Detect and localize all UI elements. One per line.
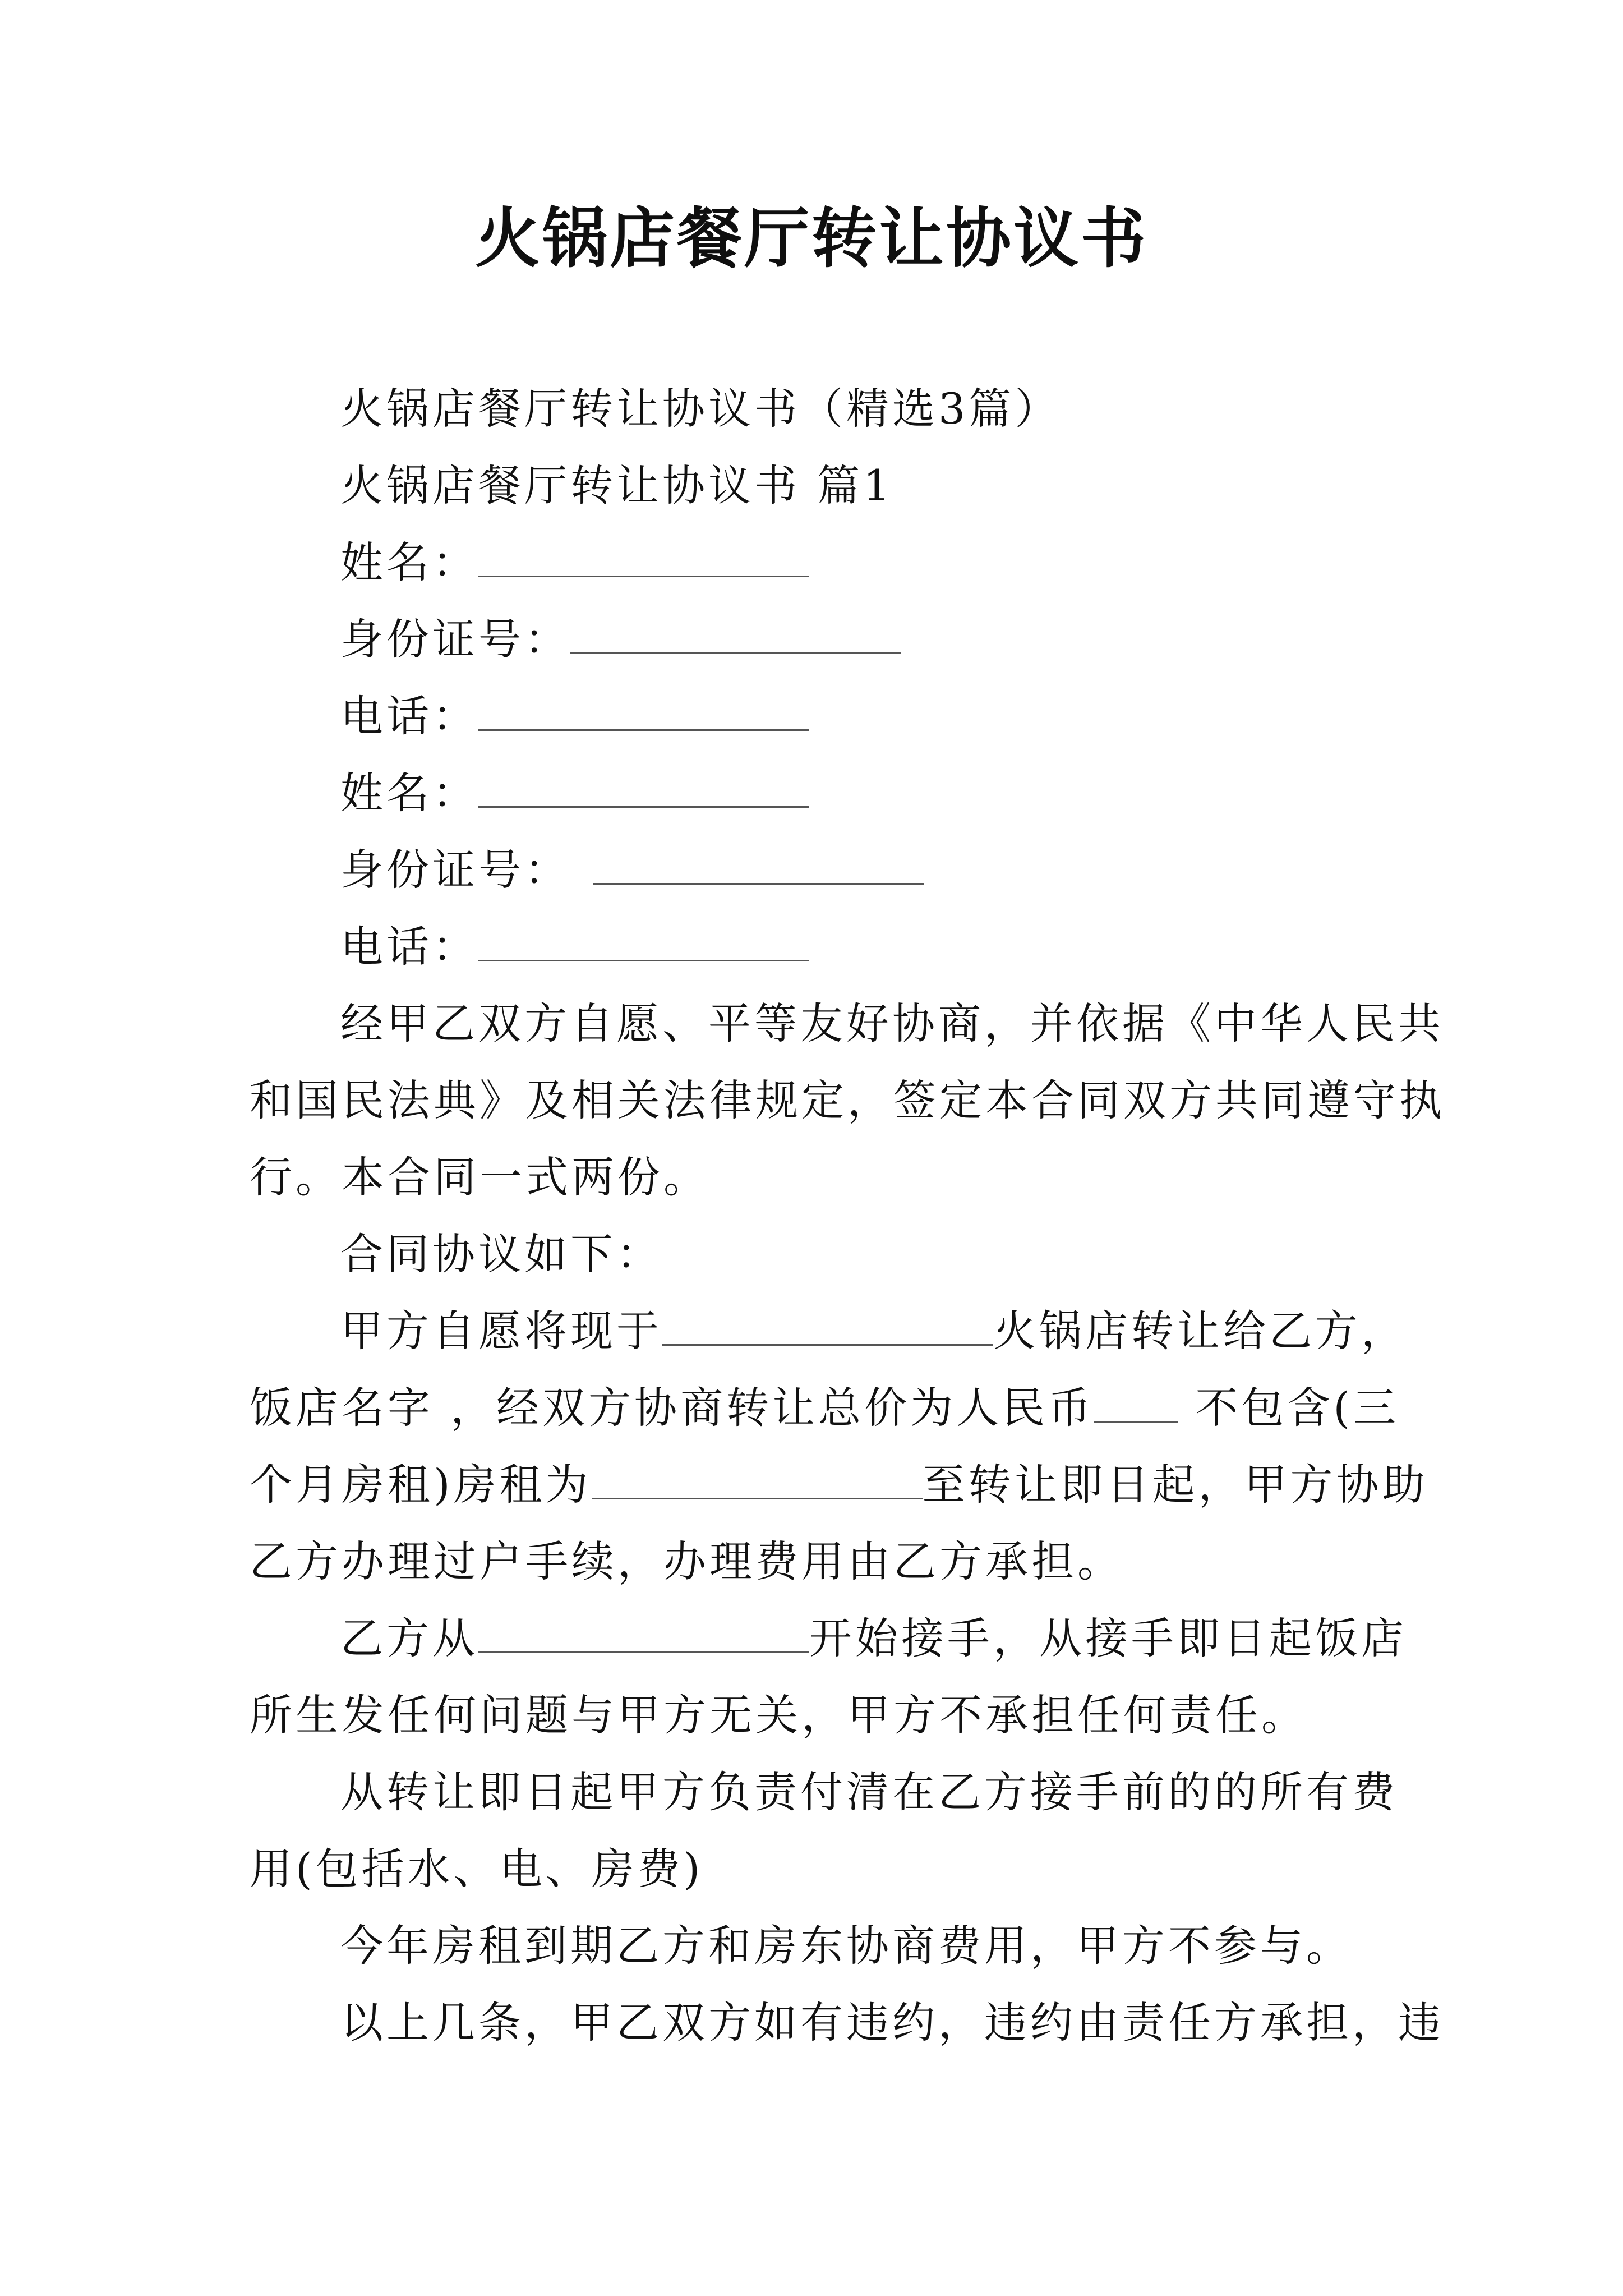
intro-line-1: 经甲乙双方自愿、平等友好协商，并依据《中华人民共 xyxy=(340,999,1444,1048)
party-b-phone-blank[interactable] xyxy=(478,925,809,961)
agreement-heading: 合同协议如下： xyxy=(340,1229,662,1279)
party-a-name-blank[interactable] xyxy=(478,541,809,577)
transfer-text-1a: 甲方自愿将现于 xyxy=(340,1306,662,1356)
takeover-line-1 xyxy=(250,1600,1407,1677)
transfer-text-1b: 火锅店转让给乙方， xyxy=(993,1306,1407,1356)
party-a-id-blank[interactable] xyxy=(570,618,901,654)
document-body xyxy=(250,370,1445,2061)
party-a-name-row xyxy=(250,524,1394,601)
party-b-name-blank[interactable] xyxy=(478,771,809,808)
document-subtitle: 火锅店餐厅转让协议书（精选3篇） xyxy=(340,384,1061,434)
transfer-text-3a: 个月房租)房租为 xyxy=(250,1460,592,1510)
party-a-id-row xyxy=(250,601,1394,678)
party-a-phone-blank[interactable] xyxy=(478,694,809,731)
takeover-line-2: 所生发任何问题与甲方无关，甲方不承担任何责任。 xyxy=(250,1690,1307,1740)
party-b-name-label: 姓名： xyxy=(340,768,478,818)
party-b-id-blank[interactable] xyxy=(593,848,924,885)
party-a-id-label: 身份证号： xyxy=(340,614,570,664)
party-a-phone-row xyxy=(250,678,1394,754)
rent-paragraph: 今年房租到期乙方和房东协商费用，甲方不参与。 xyxy=(340,1921,1352,1971)
takeover-text-1b: 开始接手，从接手即日起饭店 xyxy=(809,1613,1407,1663)
transfer-text-2a: 饭店名字 ，经双方协商转让总价为人民币 xyxy=(250,1383,1095,1433)
transfer-line-2 xyxy=(250,1369,1399,1446)
fees-line-1: 从转让即日起甲方负责付清在乙方接手前的的所有费 xyxy=(340,1767,1398,1817)
party-b-phone-label: 电话： xyxy=(340,922,478,972)
takeover-date-blank[interactable] xyxy=(478,1617,809,1653)
intro-line-2: 和国民法典》及相关法律规定，签定本合同双方共同遵守执 xyxy=(250,1075,1445,1125)
transfer-line-1 xyxy=(250,1292,1407,1369)
party-b-id-label: 身份证号： xyxy=(340,845,570,895)
transfer-line-3 xyxy=(250,1446,1428,1523)
fees-line-2: 用(包括水、电、房费) xyxy=(250,1844,704,1894)
party-b-id-row xyxy=(250,831,1394,908)
party-a-phone-label: 电话： xyxy=(340,691,478,741)
section-heading: 火锅店餐厅转让协议书 篇1 xyxy=(340,461,894,510)
takeover-text-1a: 乙方从 xyxy=(340,1613,478,1663)
breach-paragraph: 以上几条，甲乙双方如有违约，违约由责任方承担，违 xyxy=(340,1998,1444,2047)
party-b-name-row xyxy=(250,754,1394,831)
document-title: 火锅店餐厅转让协议书 xyxy=(475,200,1148,277)
transfer-line-4: 乙方办理过户手续，办理费用由乙方承担。 xyxy=(250,1536,1123,1586)
transfer-text-3b: 至转让即日起，甲方协助 xyxy=(922,1460,1428,1510)
transfer-price-blank[interactable] xyxy=(1094,1386,1178,1423)
intro-line-3: 行。本合同一式两份。 xyxy=(250,1152,709,1202)
rent-amount-blank[interactable] xyxy=(592,1463,923,1499)
transfer-text-2b: 不包含(三 xyxy=(1178,1383,1399,1433)
party-a-name-label: 姓名： xyxy=(340,537,478,587)
shop-location-blank[interactable] xyxy=(662,1309,993,1346)
party-b-phone-row xyxy=(250,908,1394,985)
